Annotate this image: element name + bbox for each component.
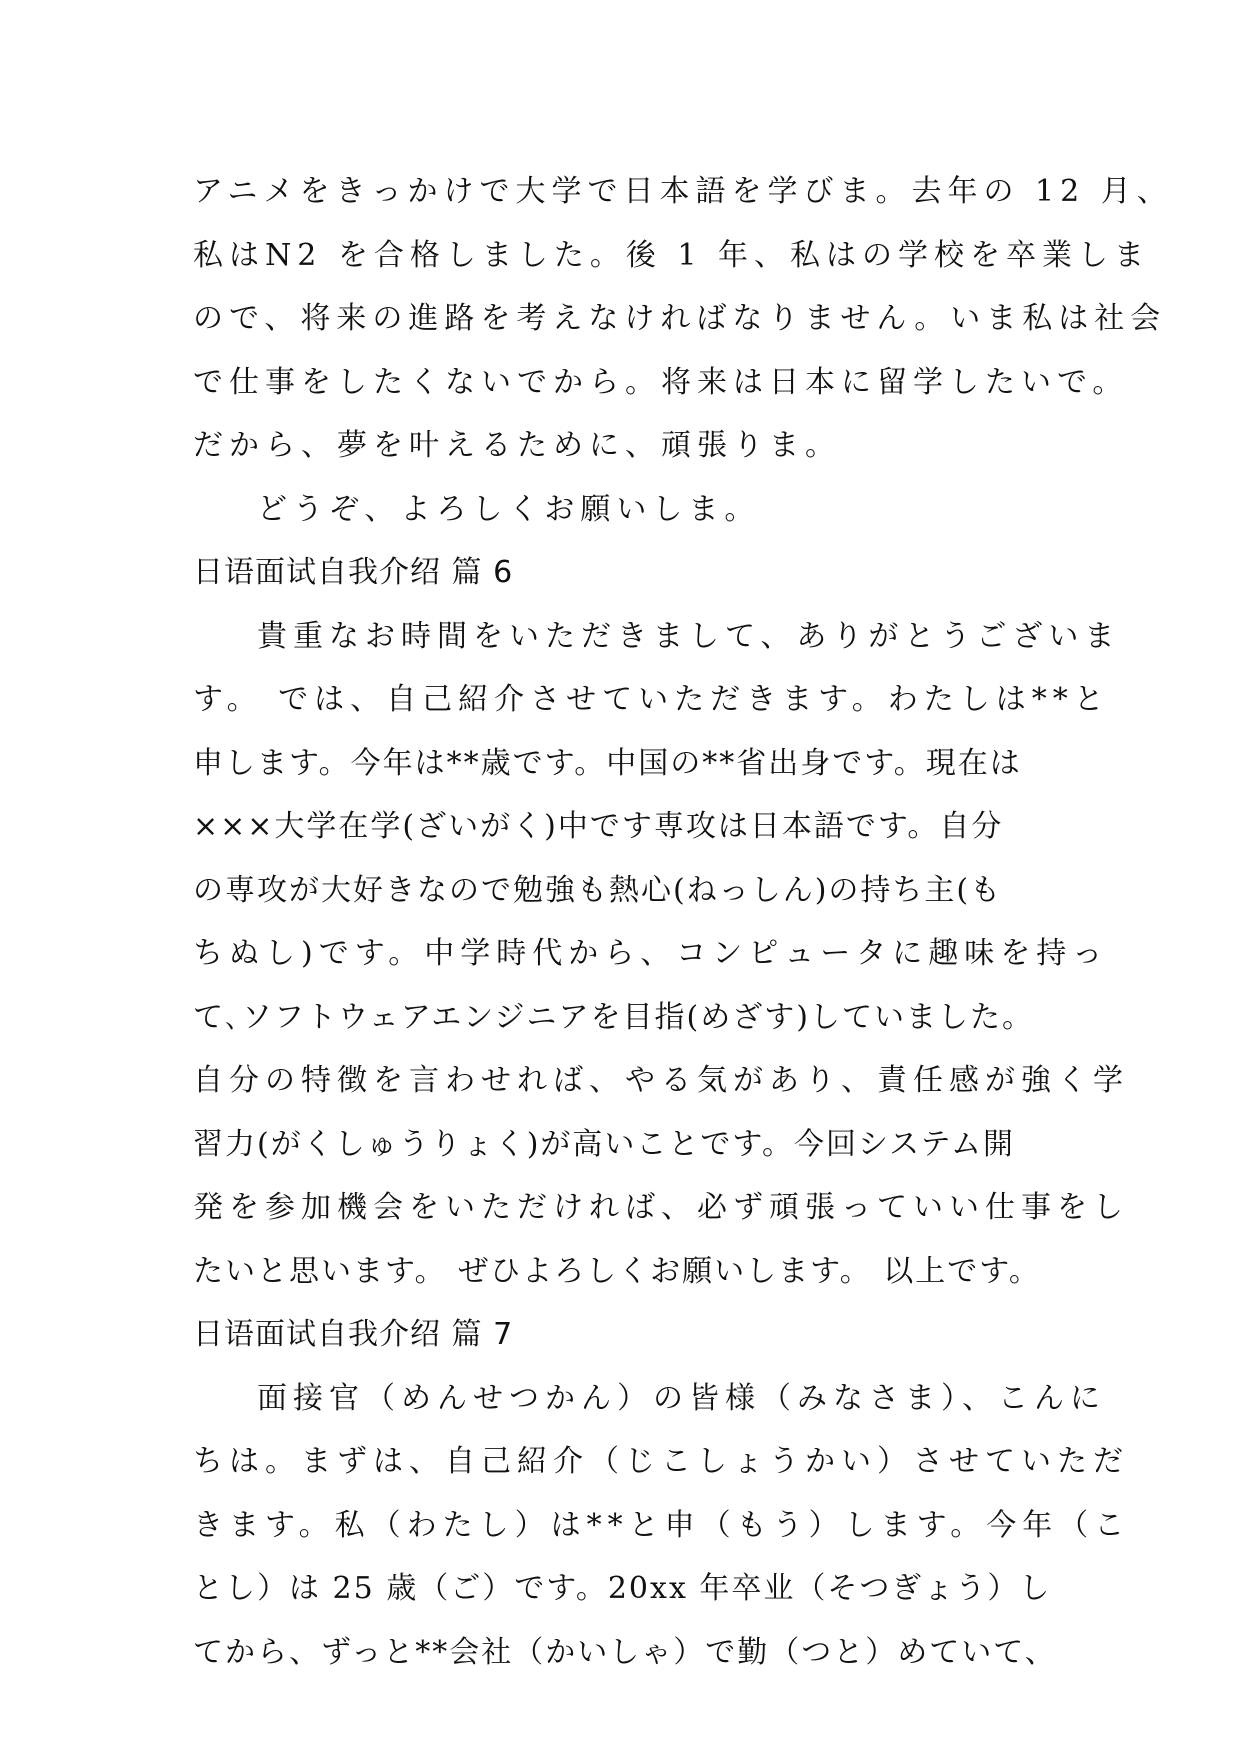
paragraph-line: ちは。まずは、自己紹介（じこしょうかい）させていただ <box>193 1444 1129 1479</box>
closing-line: どうぞ、よろしくお願いしま。 <box>257 491 761 527</box>
paragraph-line: 自分の特徴を言わせれば、やる気があり、責任感が強く学 <box>193 1063 1129 1098</box>
paragraph-line: 発を参加機会をいただければ、必ず頑張っていい仕事をし <box>193 1190 1129 1225</box>
paragraph-line: たいと思います。 ぜひよろしくお願いします。 以上です。 <box>193 1253 1041 1289</box>
paragraph-line: 貴重なお時間をいただきまして、ありがとうございま <box>257 618 1121 654</box>
paragraph-line: きます。私（わたし）は**と申（もう）します。今年（こ <box>193 1507 1131 1543</box>
paragraph-line: ×××大学在学(ざいがく)中です専攻は日本語です。自分 <box>193 809 1004 844</box>
paragraph-line: だから、夢を叶えるために、頑張りま。 <box>193 428 841 463</box>
section-heading-7: 日语面试自我介绍 篇 7 <box>193 1317 514 1352</box>
paragraph-line: 申します。今年は**歳です。中国の**省出身です。現在は <box>193 745 1022 781</box>
paragraph-line: て､ソフトウェアエンジニアを目指(めざす)していました。 <box>193 999 1034 1035</box>
paragraph-line: の専攻が大好きなので勉強も熱心(ねっしん)の持ち主(も <box>193 872 1003 908</box>
paragraph-line: てから、ずっと**会社（かいしゃ）で勤（つと）めていて、 <box>193 1634 1057 1670</box>
section-heading-6: 日语面试自我介绍 篇 6 <box>193 555 514 590</box>
paragraph-line: ので、将来の進路を考えなければなりません。いま私は社会 <box>193 301 1167 336</box>
paragraph-line: アニメをきっかけで大学で日本語を学びま。去年の 12 月、 <box>193 174 1173 209</box>
paragraph-line: 面接官（めんせつかん）の皆様（みなさま）、こんに <box>257 1380 1106 1416</box>
paragraph-line: 習力(がくしゅうりょく)が高いことです。今回システム開 <box>193 1126 1016 1162</box>
paragraph-line: とし）は 25 歳（ご）です。20xx 年卒业（そつぎょう）し <box>193 1571 1052 1606</box>
document-body <box>193 160 1173 1684</box>
paragraph-line: ちぬし)です。中学時代から、コンピュータに趣味を持っ <box>193 936 1109 971</box>
paragraph-line: 私はN2 を合格しました。後 1 年、私はの学校を卒業しま <box>193 237 1151 273</box>
paragraph-line: す。 では、自己紹介させていただきます。わたしは**と <box>193 682 1110 717</box>
paragraph-line: で仕事をしたくないでから。将来は日本に留学したいで。 <box>193 364 1129 400</box>
